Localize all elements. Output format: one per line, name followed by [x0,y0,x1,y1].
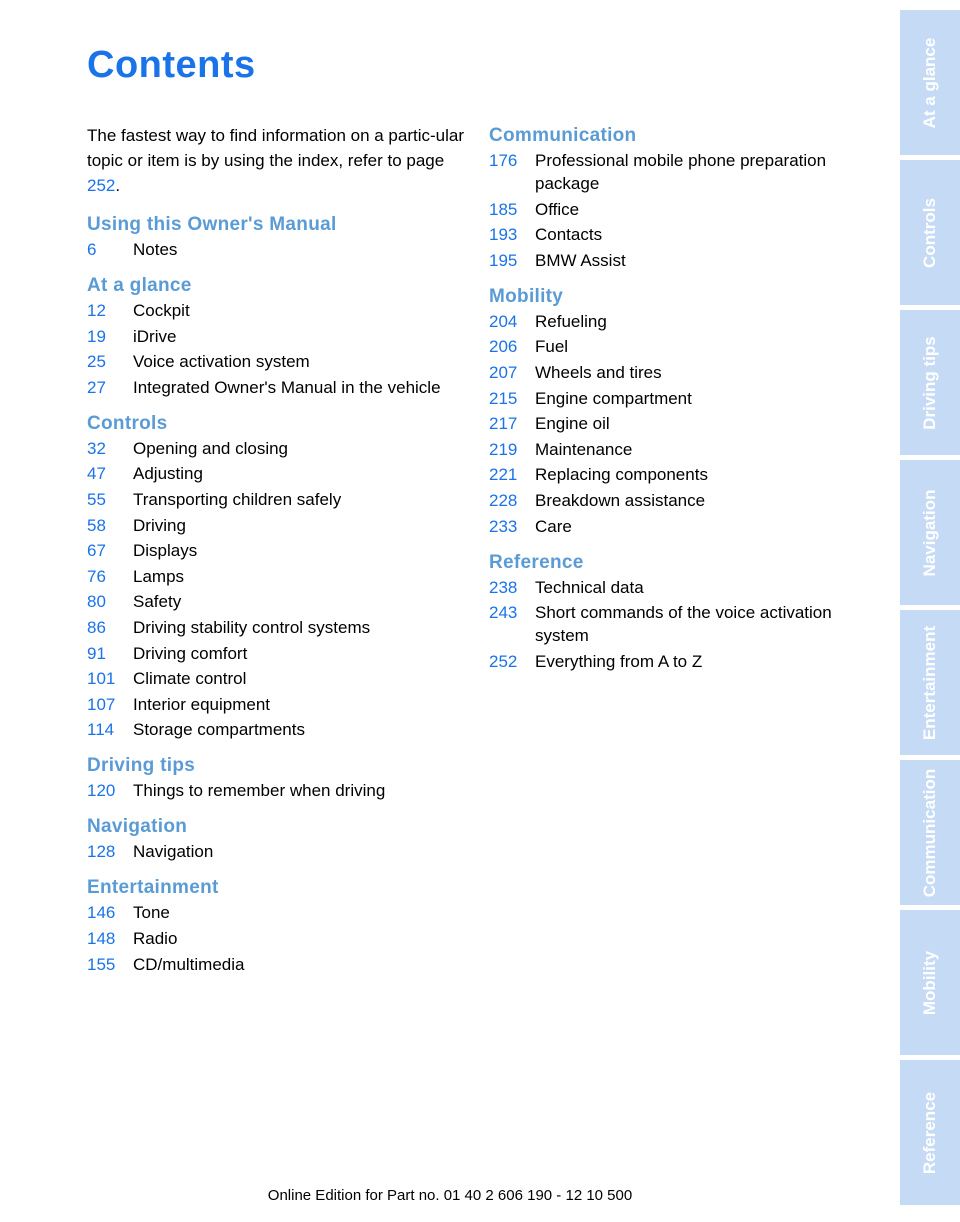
toc-page-number[interactable]: 228 [489,490,518,510]
toc-page-number[interactable]: 32 [87,438,106,458]
toc-entry-title: Voice activation system [133,352,310,372]
toc-entry-title: Replacing components [535,465,708,485]
toc-entry[interactable] [87,901,467,924]
toc-page-number[interactable]: 76 [87,566,106,586]
left-sections [87,212,467,976]
toc-page-number[interactable]: 27 [87,377,106,397]
toc-entry-title: Radio [133,928,178,948]
toc-entry-title: Maintenance [535,439,633,459]
section-title: Reference [489,551,584,573]
toc-entry[interactable] [489,249,869,272]
tab-reference[interactable] [900,1060,960,1205]
toc-entry-title: Adjusting [133,464,203,484]
tab-label: Reference [920,1091,939,1174]
toc-entry-title: Lamps [133,566,185,586]
toc-entry-title: Care [535,516,572,536]
toc-entry[interactable] [489,387,869,410]
toc-entry-title: Things to remember when driving [133,781,386,801]
toc-entry[interactable] [87,325,467,348]
toc-entry-title: Integrated Owner's Manual in the vehicle [133,377,441,397]
toc-entry-title: Navigation [133,842,214,862]
section-title: Navigation [87,816,188,838]
tab-mobility[interactable] [900,910,960,1055]
toc-page-number[interactable]: 204 [489,311,518,331]
tab-label: Controls [920,197,939,268]
toc-page-number[interactable]: 19 [87,326,106,346]
toc-page-number[interactable]: 55 [87,489,106,509]
toc-entry-title: Driving [133,515,186,535]
toc-entry-title: Climate control [133,669,247,689]
toc-page-number[interactable]: 243 [489,603,518,623]
toc-page-number[interactable]: 219 [489,439,518,459]
toc-entry[interactable] [489,335,869,358]
toc-entry-title: Tone [133,903,170,923]
toc-page-number[interactable]: 238 [489,577,518,597]
tab-driving-tips[interactable] [900,310,960,455]
toc-entry[interactable] [489,515,869,538]
toc-entry[interactable] [87,514,467,537]
toc-page-number[interactable]: 47 [87,464,106,484]
toc-entry[interactable] [87,642,467,665]
toc-page-number[interactable]: 252 [489,651,518,671]
tab-label: Entertainment [920,625,939,740]
toc-page-number[interactable]: 221 [489,465,518,485]
toc-entry[interactable] [87,462,467,485]
section-title: Driving tips [87,755,196,777]
toc-entry-title: Notes [133,240,178,259]
toc-page-number[interactable]: 107 [87,694,116,714]
toc-entry-title: iDrive [133,326,177,346]
toc-entry-title: Wheels and tires [535,362,662,382]
toc-entry[interactable] [87,238,467,261]
contents-left-column [87,123,467,988]
right-sections [489,123,869,673]
toc-entry[interactable] [489,489,869,512]
toc-entry[interactable] [87,840,467,863]
tab-label: Driving tips [920,335,939,430]
toc-entry-title: Professional mobile phone preparation package [535,151,827,193]
toc-page-number[interactable]: 67 [87,541,106,561]
section-reference [489,550,869,673]
toc-entry-title: Driving stability control systems [133,617,371,637]
section-using-this-owner-s-manual [87,212,467,261]
intro-text: The fastest way to find information on a partic-ular topic or item is by using the index, refer to page [87,126,465,170]
toc-entry[interactable] [489,463,869,486]
toc-page-number[interactable]: 6 [87,240,97,259]
toc-page-number[interactable]: 12 [87,301,106,320]
toc-entry[interactable] [87,350,467,373]
index-page-link[interactable]: 252 [87,176,116,195]
toc-entry-title: Storage compartments [133,720,305,740]
toc-entry[interactable] [87,693,467,716]
toc-entry[interactable] [87,299,467,322]
toc-page-number[interactable]: 146 [87,903,116,923]
toc-entry[interactable] [87,718,467,741]
section-driving-tips [87,753,467,802]
toc-entry[interactable] [489,361,869,384]
toc-entry[interactable] [489,601,869,647]
tab-navigation[interactable] [900,460,960,605]
toc-page-number[interactable]: 193 [489,225,518,245]
intro-paragraph [87,123,467,198]
toc-entry[interactable] [489,149,869,195]
section-title: At a glance [87,275,192,296]
tab-label: Navigation [920,489,939,576]
toc-entry-title: Breakdown assistance [535,490,706,510]
toc-entry-title: Refueling [535,311,607,331]
toc-page-number[interactable]: 25 [87,352,106,372]
toc-entry-title: Fuel [535,337,569,357]
tab-communication[interactable] [900,760,960,905]
section-mobility [489,284,869,538]
toc-page-number[interactable]: 128 [87,842,116,862]
toc-page-number[interactable]: 80 [87,592,106,612]
toc-page-number[interactable]: 215 [489,388,518,408]
toc-entry-title: Transporting children safely [133,489,342,509]
toc-entry[interactable] [489,650,869,673]
contents-right-column [489,123,869,685]
section-title: Mobility [489,285,564,307]
toc-entry-title: Driving comfort [133,643,248,663]
tab-entertainment[interactable] [900,610,960,755]
toc-entry[interactable] [489,198,869,221]
toc-entry[interactable] [87,488,467,511]
toc-entry[interactable] [87,565,467,588]
section-title: Communication [489,125,637,146]
toc-entry[interactable] [87,590,467,613]
toc-page-number[interactable]: 217 [489,414,518,434]
toc-entry-title: Engine compartment [535,388,692,408]
section-entertainment [87,875,467,975]
section-at-a-glance [87,273,467,399]
toc-entry[interactable] [489,438,869,461]
toc-page-number[interactable]: 91 [87,643,106,663]
toc-entry-title: Opening and closing [133,438,289,458]
toc-page-number[interactable]: 195 [489,250,518,270]
toc-page-number[interactable]: 206 [489,337,518,357]
toc-page-number[interactable]: 101 [87,669,116,689]
toc-entry-title: Interior equipment [133,694,271,714]
toc-entry-title: Safety [133,592,182,612]
tab-at-a-glance[interactable] [900,10,960,155]
toc-entry[interactable] [489,576,869,599]
toc-entry-title: Everything from A to Z [535,651,703,671]
toc-entry-title: Displays [133,541,198,561]
chapter-tabs [900,0,960,1222]
toc-page-number[interactable]: 176 [489,151,518,170]
toc-page-number[interactable]: 120 [87,781,116,801]
toc-entry[interactable] [87,437,467,460]
toc-entry[interactable] [87,616,467,639]
page-title: Contents [87,44,256,86]
intro-text-end: . [115,176,121,195]
toc-entry-title: Technical data [535,577,644,597]
toc-entry-title: Cockpit [133,301,190,320]
toc-entry-title: BMW Assist [535,250,626,270]
toc-page-number[interactable]: 207 [489,362,518,382]
toc-page-number[interactable]: 58 [87,515,106,535]
section-communication [489,123,869,272]
toc-entry[interactable] [87,927,467,950]
footer-edition: Online Edition for Part no. 01 40 2 606 190 - 12 10 500 [267,1187,633,1204]
toc-page-number[interactable]: 148 [87,928,116,948]
toc-entry[interactable] [489,412,869,435]
toc-entry[interactable] [489,310,869,333]
toc-entry[interactable] [87,779,467,802]
section-controls [87,411,467,742]
toc-entry-title: Short commands of the voice activation system [535,603,832,646]
toc-page-number[interactable]: 114 [87,720,115,740]
toc-entry[interactable] [87,376,467,399]
toc-page-number[interactable]: 185 [489,199,518,219]
tab-label: At a glance [920,37,939,128]
toc-entry-title: CD/multimedia [133,954,245,974]
toc-page-number[interactable]: 86 [87,617,106,637]
toc-entry[interactable] [87,667,467,690]
toc-entry-title: Office [535,199,580,219]
section-navigation [87,814,467,863]
tab-controls[interactable] [900,160,960,305]
section-title: Entertainment [87,877,219,899]
section-title: Controls [87,412,168,434]
toc-entry[interactable] [87,539,467,562]
toc-entry-title: Engine oil [535,414,610,434]
tab-label: Mobility [920,950,939,1015]
toc-page-number[interactable]: 155 [87,954,116,974]
section-title: Using this Owner's Manual [87,214,337,235]
toc-entry[interactable] [87,953,467,976]
toc-entry[interactable] [489,223,869,246]
tab-label: Communication [920,768,939,897]
toc-page-number[interactable]: 233 [489,516,518,536]
toc-entry-title: Contacts [535,225,603,245]
